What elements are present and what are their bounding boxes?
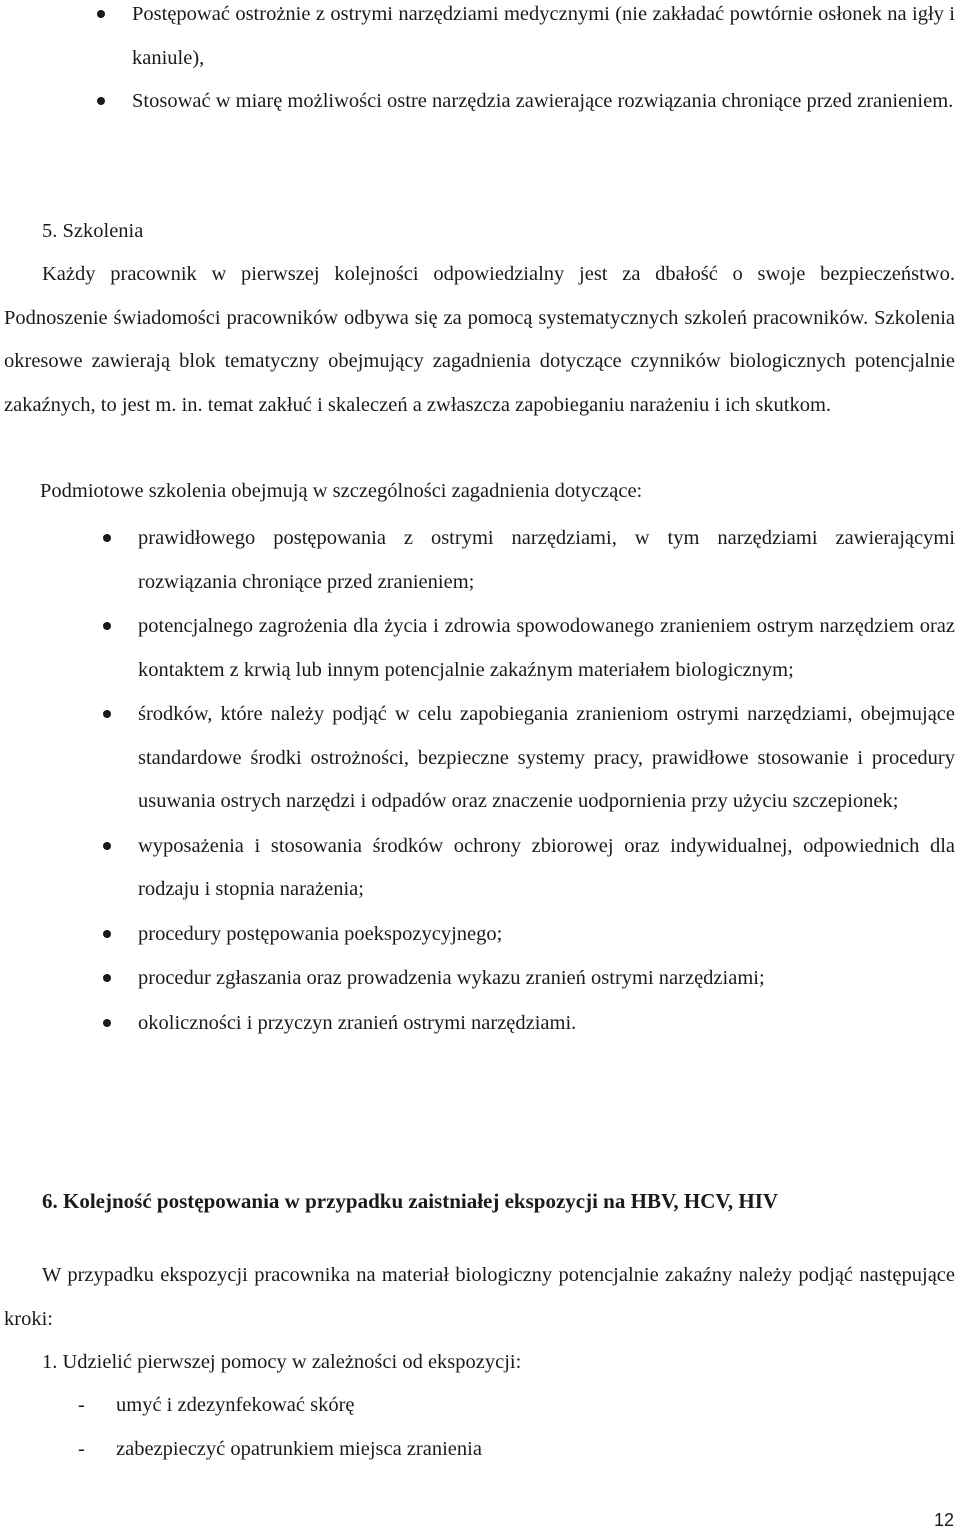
page-number: 12	[933, 1510, 954, 1530]
bullet-icon	[103, 842, 111, 850]
bullet-icon	[97, 97, 105, 105]
list-item-text: procedur zgłaszania oraz prowadzenia wykazu zranień ostrymi narzędziami;	[138, 967, 765, 989]
training-topics-list	[138, 517, 955, 1046]
list-item-text: procedury postępowania poekspozycyjnego;	[138, 922, 503, 945]
list-item	[138, 693, 955, 824]
list-item-text: potencjalnego zagrożenia dla życia i zdrowia spowodowanego zranieniem ostrym narzędziem oraz kontaktem z krwią lub innym potencjalnie zakaźnym materiałem biologicznym;	[138, 615, 955, 681]
bullet-icon	[103, 710, 111, 718]
step-1: 1. Udzielić pierwszej pomocy w zależności od ekspozycji:	[42, 1351, 522, 1373]
section-5-intro: Podmiotowe szkolenia obejmują w szczególności zagadnienia dotyczące:	[40, 480, 643, 502]
section-5-paragraph: Każdy pracownik w pierwszej kolejności odpowiedzialny jest za dbałość o swoje bezpieczeństwo. Podnoszenie świadomości pracowników odbywa się za pomocą systematycznych szkoleń pracowników. Szkolenia okresowe zawierają blok tematyczny obejmujący zagadnienia dotyczące czynników biologicznych potencjalnie zakaźnych, to jest m. in. temat zakłuć i skaleczeń a zwłaszcza zapobieganiu narażeniu i ich skutkom.	[4, 263, 955, 416]
section-5-heading: 5. Szkolenia	[42, 220, 144, 242]
bullet-icon	[103, 1019, 111, 1027]
bullet-icon	[103, 930, 111, 938]
first-aid-list	[78, 1384, 482, 1471]
list-item	[138, 605, 955, 692]
list-item-text: Postępować ostrożnie z ostrymi narzędziami medycznymi (nie zakładać powtórnie osłonek na igły i kaniule),	[132, 3, 955, 69]
section-6-heading: 6. Kolejność postępowania w przypadku zaistniałej ekspozycji na HBV, HCV, HIV	[42, 1189, 779, 1213]
section-6-paragraph: W przypadku ekspozycji pracownika na materiał biologiczny potencjalnie zakaźny należy podjąć następujące kroki:	[4, 1264, 955, 1330]
list-item-text: wyposażenia i stosowania środków ochrony zbiorowej oraz indywidualnej, odpowiednich dla rodzaju i stopnia narażenia;	[138, 834, 955, 900]
bullet-icon	[103, 974, 111, 982]
list-item	[138, 517, 955, 604]
list-item-text: środków, które należy podjąć w celu zapobiegania zranieniom ostrymi narzędziami, obejmujące standardowe środki ostrożności, bezpieczne systemy pracy, prawidłowe stosowanie i procedury usuwania ostrych narzędzi i odpadów oraz znaczenie uodpornienia przy użyciu szczepionek;	[138, 703, 955, 812]
list-item	[132, 80, 955, 124]
list-item	[78, 1384, 482, 1428]
list-item	[138, 913, 955, 957]
list-item	[78, 1428, 482, 1472]
list-item-text: umyć i zdezynfekować skórę	[116, 1394, 355, 1416]
list-item	[138, 825, 955, 912]
list-item-text: Stosować w miarę możliwości ostre narzędzia zawierające rozwiązania chroniące przed zranieniem.	[132, 90, 954, 112]
bullet-icon	[103, 534, 111, 542]
list-item-text: prawidłowego postępowania z ostrymi narzędziami, w tym narzędziami zawierającymi rozwiązania chroniące przed zranieniem;	[138, 527, 955, 593]
list-item-text: zabezpieczyć opatrunkiem miejsca zranienia	[116, 1437, 482, 1460]
dash-icon: -	[78, 1394, 85, 1416]
list-item	[138, 957, 955, 1001]
bullet-icon	[97, 10, 105, 18]
top-bullet-list	[132, 0, 955, 124]
list-item-text: okoliczności i przyczyn zranień ostrymi narzędziami.	[138, 1011, 577, 1034]
bullet-icon	[103, 622, 111, 630]
list-item	[138, 1002, 955, 1046]
list-item	[132, 0, 955, 80]
dash-icon: -	[78, 1437, 85, 1460]
